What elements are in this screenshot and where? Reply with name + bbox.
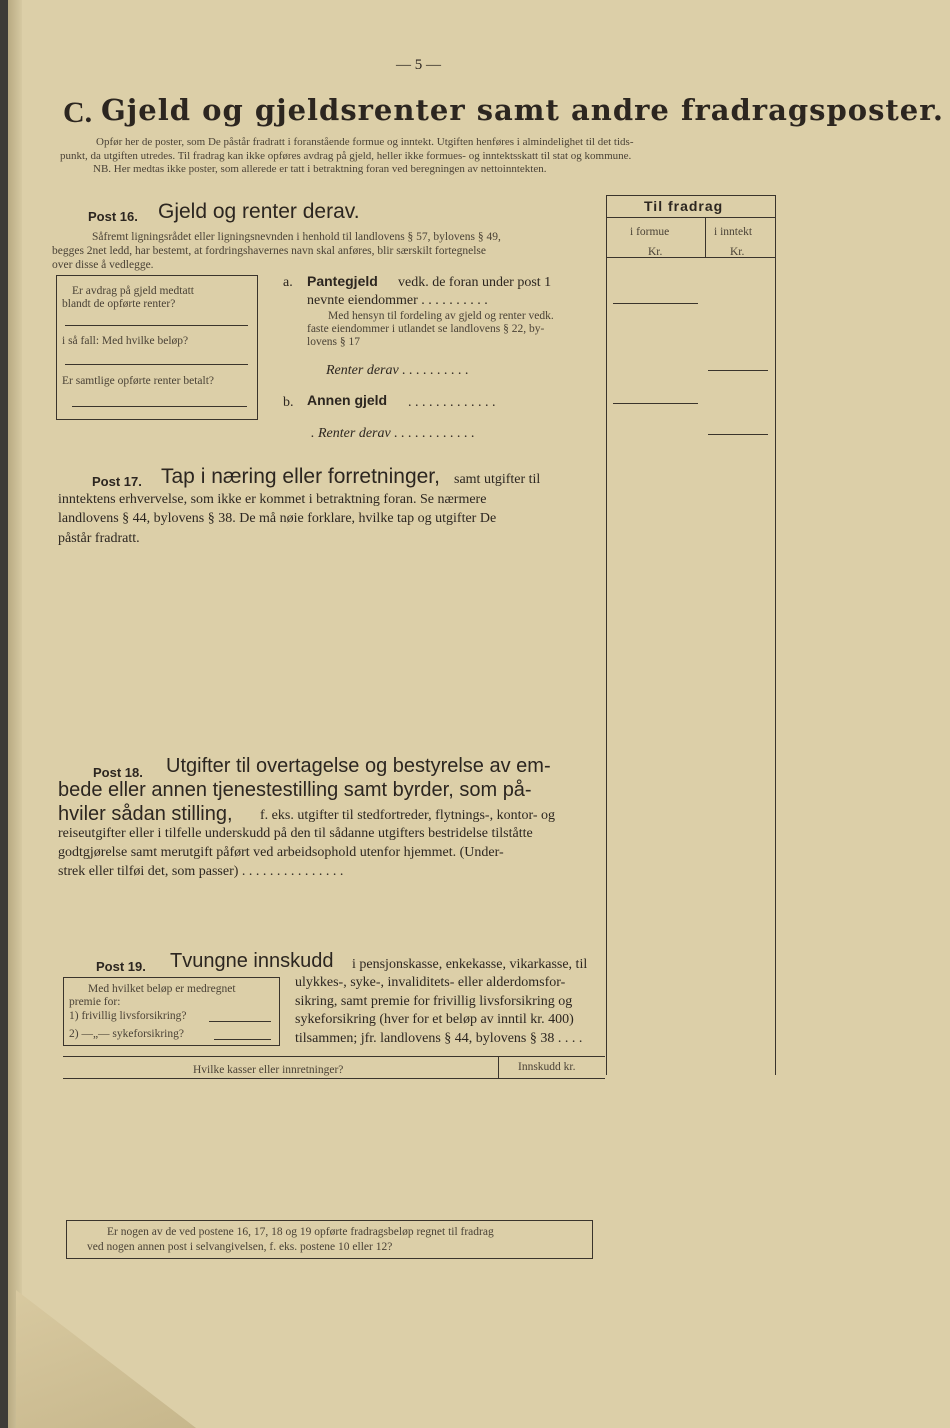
post16-title: Gjeld og renter derav.: [158, 200, 360, 223]
question-belop: i så fall: Med hvilke beløp?: [62, 335, 189, 347]
table-col-divider: [498, 1056, 499, 1078]
post17-line-1: samt utgifter til: [454, 472, 541, 487]
question-avdrag-2: blandt de opførte renter?: [62, 298, 176, 310]
table-header-rule: [63, 1078, 605, 1079]
col-inntekt-label: i inntekt: [714, 226, 753, 238]
item-b-dots: . . . . . . . . . . . . .: [408, 395, 496, 410]
page-spine: [8, 0, 22, 1428]
question-betalt: Er samtlige opførte renter betalt?: [62, 375, 214, 387]
post18-title-1: Utgifter til overtagelse og bestyrelse av em-: [166, 755, 551, 777]
answer-line-2[interactable]: [65, 364, 248, 365]
post19-line-2: ulykkes-, syke-, invaliditets- eller alderdomsfor-: [295, 975, 566, 990]
col-formue-label: i formue: [630, 226, 670, 238]
item-a-note-2: faste eiendommer i utlandet se landlovens § 22, by-: [307, 323, 545, 335]
annen-gjeld-label: Annen gjeld: [307, 392, 388, 408]
post18-title-3: hviler sådan stilling,: [58, 803, 233, 825]
post18-line-3: f. eks. utgifter til stedfortreder, flytnings-, kontor- og: [260, 808, 556, 823]
item-a-text-2: nevnte eiendommer . . . . . . . . . .: [307, 293, 488, 308]
post17-title: Tap i næring eller forretninger,: [161, 465, 440, 488]
post18-line-6: strek eller tilføi det, som passer) . . . . . . . . . . . . . . .: [58, 864, 344, 879]
renter-a: Renter derav . . . . . . . . . .: [326, 363, 469, 378]
item-b-letter: b.: [283, 395, 294, 410]
post19-line-1: i pensjonskasse, enkekasse, vikarkasse, til: [352, 957, 588, 972]
table-col-innskudd: Innskudd kr.: [518, 1061, 576, 1073]
premie-box-line-1: Med hvilket beløp er medregnet: [88, 983, 236, 995]
post19-title: Tvungne innskudd: [170, 950, 334, 972]
table-top-rule: [63, 1056, 605, 1057]
section-letter: C.: [63, 96, 93, 129]
post18-line-5: godtgjørelse samt merutgift påført ved arbeidsophold utenfor hjemmet. (Under-: [58, 845, 504, 860]
post19-premie-box: [63, 977, 280, 1046]
fradrag-title: Til fradrag: [644, 198, 724, 214]
post16-question-box: [56, 275, 258, 420]
post19-label: Post 19.: [96, 959, 146, 974]
column-divider: [606, 195, 607, 1075]
amount-line-a: [613, 303, 698, 304]
column-split: [705, 217, 706, 257]
intro-line-2: punkt, da utgiften utredes. Til fradrag kan ikke opføres avdrag på gjeld, heller ikke formues- og inntektsskatt til stat og kommune.: [60, 150, 632, 162]
premie-box-line-3: 1) frivillig livsforsikring?: [69, 1010, 187, 1022]
unit-left: Kr.: [648, 246, 663, 258]
post16-text-1: Såfremt ligningsrådet eller ligningsnevnden i henhold til landlovens § 57, bylovens § 49,: [92, 231, 501, 243]
header-bottom-rule: [606, 257, 776, 258]
premie-box-line-2: premie for:: [69, 996, 121, 1008]
post19-line-3: sikring, samt premie for frivillig livsforsikring og: [295, 994, 573, 1009]
table-col-kasser: Hvilke kasser eller innretninger?: [193, 1064, 344, 1076]
bottom-question-line-1: Er nogen av de ved postene 16, 17, 18 og 19 opførte fradragsbeløp regnet til fradrag: [107, 1226, 494, 1238]
post17-label: Post 17.: [92, 474, 142, 489]
post18-line-4: reiseutgifter eller i tilfelle underskudd på den til sådanne utgifters bestridelse tilståtte: [58, 826, 533, 841]
answer-line-1[interactable]: [65, 325, 248, 326]
intro-line-3: NB. Her medtas ikke poster, som allerede er tatt i betraktning foran ved beregningen av nettoinntekten.: [93, 163, 547, 175]
question-avdrag-1: Er avdrag på gjeld medtatt: [72, 285, 194, 297]
premie-box-line-4: 2) —„— sykeforsikring?: [69, 1028, 184, 1040]
post16-label: Post 16.: [88, 209, 138, 224]
page-number: — 5 —: [396, 57, 441, 73]
post19-line-5: tilsammen; jfr. landlovens § 44, bylovens § 38 . . . .: [295, 1031, 583, 1046]
post18-title-2: bede eller annen tjenestestilling samt byrder, som på-: [58, 779, 532, 801]
amount-line-renter-a: [708, 370, 768, 371]
intro-line-1: Opfør her de poster, som De påstår fradratt i foranstående formue og inntekt. Utgiften henføres i almindelighet til det tids-: [96, 136, 634, 148]
item-a-text-1: vedk. de foran under post 1: [398, 275, 552, 290]
unit-right: Kr.: [730, 246, 745, 258]
amount-line-b: [613, 403, 698, 404]
item-a-note-3: lovens § 17: [307, 336, 361, 348]
post17-line-2: inntektens erhvervelse, som ikke er kommet i betraktning foran. Se nærmere: [58, 492, 487, 507]
post16-text-3: over disse å vedlegge.: [52, 259, 154, 271]
post19-line-4: sykeforsikring (hver for et beløp av inntil kr. 400): [295, 1012, 574, 1027]
post18-label: Post 18.: [93, 765, 143, 780]
renter-b: . Renter derav . . . . . . . . . . . .: [311, 426, 475, 441]
column-right-edge: [775, 195, 776, 1075]
post17-line-3: landlovens § 44, bylovens § 38. De må nøie forklare, hvilke tap og utgifter De: [58, 511, 497, 526]
header-mid-rule: [606, 217, 776, 218]
item-a-letter: a.: [283, 275, 293, 290]
section-title: Gjeld og gjeldsrenter samt andre fradragsposter.: [101, 93, 944, 127]
post16-text-2: begges 2net ledd, har bestemt, at fordringshavernes navn skal anføres, blir særskilt fortegnelse: [52, 245, 487, 257]
livsforsikring-field[interactable]: [209, 1021, 271, 1022]
bottom-question-line-2: ved nogen annen post i selvangivelsen, f. eks. postene 10 eller 12?: [87, 1241, 393, 1253]
sykeforsikring-field[interactable]: [214, 1039, 271, 1040]
answer-line-3[interactable]: [72, 406, 247, 407]
post17-line-4: påstår fradratt.: [58, 531, 140, 546]
pantegjeld-label: Pantegjeld: [307, 273, 378, 289]
bottom-question-box: [66, 1220, 593, 1259]
header-top-rule: [606, 195, 776, 196]
folded-corner: [16, 1290, 196, 1428]
form-page: [8, 0, 950, 1428]
amount-line-renter-b: [708, 434, 768, 435]
item-a-note-1: Med hensyn til fordeling av gjeld og renter vedk.: [328, 310, 554, 322]
